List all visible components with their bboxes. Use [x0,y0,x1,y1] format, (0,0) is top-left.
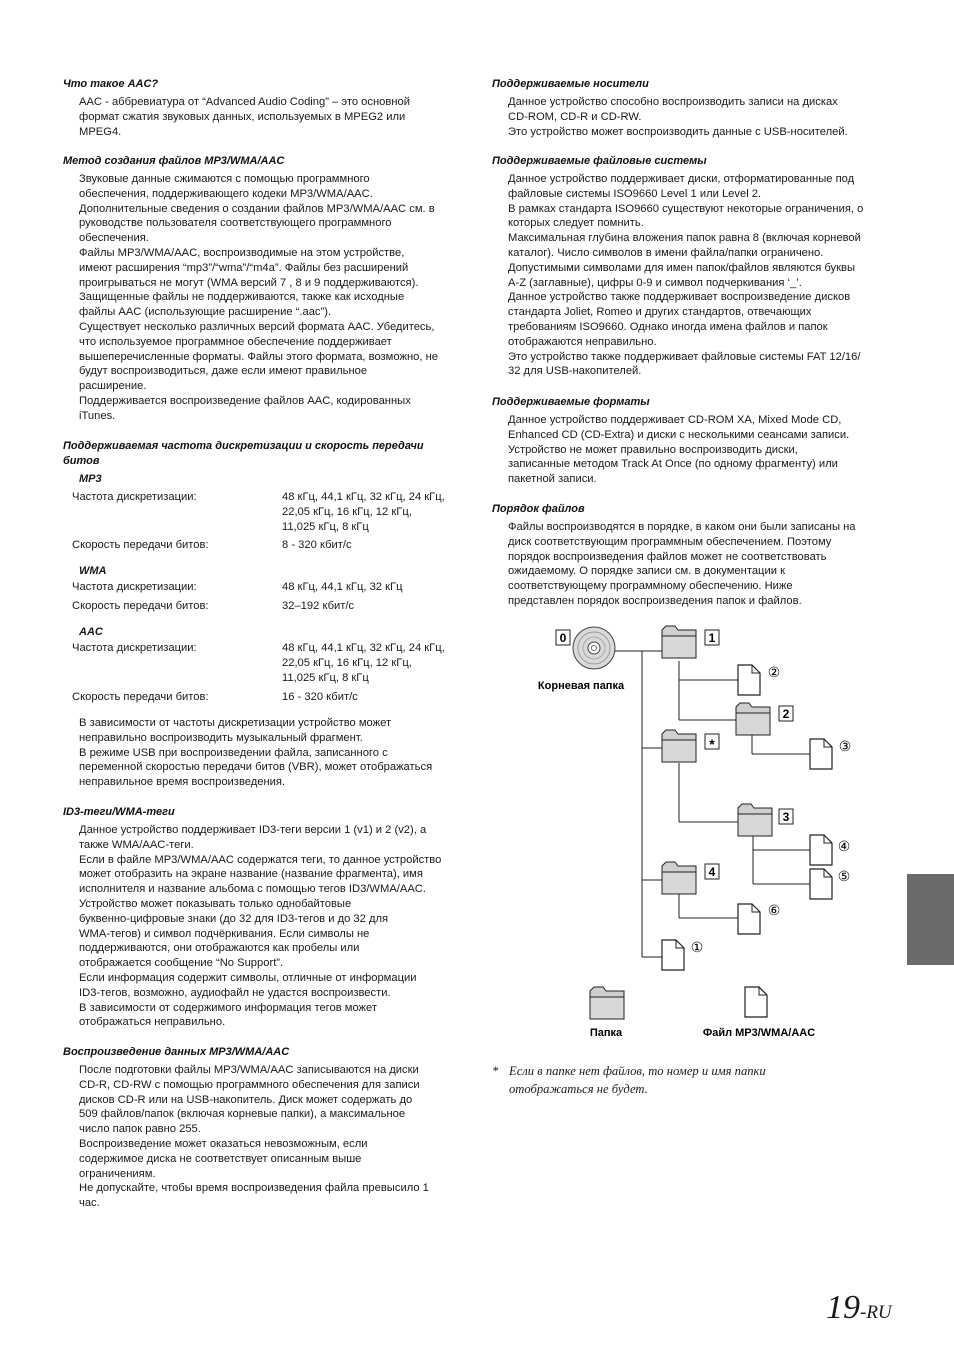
rate-value-line: 48 кГц, 44,1 кГц, 32 кГц, 24 кГц, [282,642,445,654]
media-line: CD-ROM, CD-R и CD-RW. [508,110,642,123]
label-2: 2 [782,707,790,721]
page-language-suffix: -RU [860,1302,892,1323]
file-icon [810,739,832,769]
rate-note-line: переменной скоростью передачи битов (VBR), может отображаться [79,761,433,774]
method-line: iTunes. [79,409,116,422]
cd-disc-icon [573,627,615,669]
id3-line: Устройство может показывать только однобайтовые [79,897,352,910]
formats-line: пакетной записи. [508,473,597,486]
method-line: Поддерживается воспроизведение файлов AAC, кодированных [79,394,411,407]
aac-bitrate-value: 16 - 320 кбит/с [282,691,358,703]
play-line: дисков CD-R или на USB-накопитель. Диск может содержать до [79,1093,413,1106]
fs-line: стандарта Joliet, Romeo и других стандартов, отвечающих [508,306,812,319]
tree-lines [613,651,810,957]
method-line: Звуковые данные сжимаются с помощью программного [79,173,370,185]
bitrate-label: Скорость передачи битов: [72,691,209,703]
order-paragraph [508,520,856,609]
rate-heading-line2: битов [63,455,100,467]
play-line: содержимое диска не соответствует описанным выше [79,1152,362,1165]
method-line: будут воспроизводиться, даже если имеют правильное [79,365,368,378]
footnote-text [509,1063,766,1098]
file-number-1: ① [690,939,704,955]
media-paragraph [508,95,848,139]
order-line: Файлы воспроизводятся в порядке, в каком они были записаны на [508,521,856,533]
formats-line: Данное устройство поддерживает CD-ROM XA, Mixed Mode CD, [508,414,842,426]
id3-line: Если информация содержит символы, отличные от информации [79,971,417,984]
order-line: порядок воспроизведения файлов может не соответствовать [508,550,827,563]
formats-line: Enhanced CD (CD-Extra) и диски с несколькими сеансами записи. [508,428,850,441]
folder-legend-icon [590,987,624,1019]
id3-line: исполнителя и название альбома с помощью тегов ID3/WMA/AAC. [79,883,426,896]
id3-paragraph [79,823,441,1030]
file-icon [662,940,684,970]
fs-line: требованиям ISO9660. Однако иногда имена файлов и папок [508,320,828,333]
id3-line: Если в файле MP3/WMA/AAC содержатся теги, то данное устройство [79,853,442,866]
mp3-bitrate-value: 8 - 320 кбит/с [282,539,352,551]
file-icon [738,665,760,695]
method-line: Файлы MP3/WMA/AAC, воспроизводимые на этом устройстве, [79,246,405,259]
formats-line: Устройство не может правильно воспроизводить диски, [508,443,798,456]
fs-line: Данное устройство также поддерживает воспроизведение дисков [508,291,851,304]
formats-paragraph [508,413,849,487]
rate-value-line: 11,025 кГц, 8 кГц [282,671,369,684]
fs-line: Это устройство также поддерживает файловые системы FAT 12/16/ [508,350,861,363]
file-icon [810,869,832,899]
id3-line: поддерживаются, они отображаются как пробелы или [79,942,360,955]
rate-note-line: неправильно воспроизводить музыкальный фрагмент. [79,731,363,744]
rate-value-line: 48 кГц, 44,1 кГц, 32 кГц [282,581,403,593]
method-line: обеспечения. [79,232,149,245]
fs-heading: Поддерживаемые файловые системы [492,155,707,167]
order-line: диск соответствующим программным обеспечением. Поэтому [508,535,832,548]
footnote-line: отображаться не будет. [509,1081,648,1096]
folder-icon [662,626,696,658]
folder-tree-diagram [537,615,852,1045]
wma-rate-values [282,580,403,595]
bitrate-label: Скорость передачи битов: [72,539,209,551]
root-folder-label: Корневая папка [537,680,625,692]
rate-note-line: В режиме USB при воспроизведении файла, записанного с [79,746,388,759]
order-line: ожидаемому. О порядке записи см. в документации к [508,565,785,578]
rate-note-line: неправильное время воспроизведения. [79,776,286,789]
file-number-2: ② [767,664,781,680]
bitrate-label: Скорость передачи битов: [72,600,209,612]
aac-paragraph [79,95,410,139]
rate-label: Частота дискретизации: [72,491,197,503]
label-3: 3 [782,810,790,824]
media-line: Данное устройство способно воспроизводить записи на дисках [508,96,838,108]
file-number-3: ③ [838,738,852,754]
file-icon [810,835,832,865]
id3-line: также WMA/AAC-теги. [79,838,194,851]
method-line: проигрываться не могут (WMA версий 7 , 8 и 9 поддерживаются). [79,276,419,289]
method-line: вышеперечисленные форматы. Файлы этого формата, возможно, не [79,350,438,363]
id3-line: буквенно-цифровые знаки (до 32 для ID3-тегов и до 32 для [79,912,389,925]
id3-line: отображаться неправильно. [79,1016,226,1029]
aac-rate-values [282,641,445,685]
aac-heading: Что такое AAC? [63,78,159,90]
label-4: 4 [708,865,716,879]
aac-subheading: AAC [79,626,103,638]
id3-line: ID3-тегов, возможно, аудиофайл не удастся воспроизвести. [79,986,391,999]
media-line: Это устройство может воспроизводить данные с USB-носителей. [508,125,848,138]
play-paragraph [79,1063,429,1211]
label-star: * [709,736,715,752]
id3-heading: ID3-теги/WMA-теги [63,806,175,818]
id3-line: отображается сообщение “No Support”. [79,957,284,970]
method-line: руководстве пользователя соответствующего программного [79,217,392,230]
page-number [826,1289,892,1327]
id3-line: WMA-тегов) и символ подчёркивания. Если символы не [79,927,370,940]
rate-value-line: 22,05 кГц, 16 кГц, 12 кГц, [282,656,412,669]
rate-value-line: 11,025 кГц, 8 кГц [282,520,369,533]
play-line: час. [79,1197,100,1210]
formats-line: записанные методом Track At Once (по одному фрагменту) или [508,458,838,471]
method-line: что используемое программное обеспечение поддерживает [79,335,392,348]
method-line: Дополнительные сведения о создании файлов MP3/WMA/AAC см. в [79,202,435,215]
folder-icon [662,730,696,762]
aac-line: AAC - аббревиатура от “Advanced Audio Coding” – это основной [79,96,410,108]
rate-value-line: 48 кГц, 44,1 кГц, 32 кГц, 24 кГц, [282,491,445,503]
fs-line: A-Z (заглавные), цифры 0-9 и символ подчеркивания ‘_’. [508,276,802,289]
method-line: обеспечения, поддерживающего кодеки MP3/WMA/AAC. [79,187,373,200]
folder-icon [662,862,696,894]
folder-icon [736,703,770,735]
footnote-star: * [492,1064,499,1078]
play-line: ограничениям. [79,1167,156,1180]
file-number-5: ⑤ [837,868,851,884]
aac-line: MPEG4. [79,125,122,138]
rate-note-line: В зависимости от частоты дискретизации устройство может [79,717,392,729]
section-tab-marker [907,874,954,965]
fs-line: которых следует помнить. [508,217,644,230]
fs-line: отображаются неправильно. [508,335,657,348]
order-line: представлен порядок воспроизведения папок и файлов. [508,594,802,607]
file-legend-label: Файл MP3/WMA/AAC [702,1027,816,1039]
file-legend-icon [745,987,767,1017]
folder-legend-label: Папка [589,1027,623,1039]
file-icon [738,904,760,934]
fs-line: 32 для USB-накопителей. [508,365,642,378]
fs-line: Данное устройство поддерживает диски, отформатированные под [508,173,855,185]
mp3-rate-values [282,490,445,534]
rate-value-line: 22,05 кГц, 16 кГц, 12 кГц, [282,505,412,518]
fs-line: В рамках стандарта ISO9660 существуют некоторые ограничения, о [508,202,864,215]
rate-label: Частота дискретизации: [72,581,197,593]
rate-label: Частота дискретизации: [72,642,197,654]
method-line: расширение. [79,380,147,393]
folder-icon [738,804,772,836]
fs-line: каталог). Число символов в имени файла/папки ограничено. [508,246,824,259]
method-line: файлы AAC (использующие расширение “.aac”). [79,306,332,319]
fs-paragraph [508,172,863,379]
method-line: имеют расширения “mp3”/“wma”/“m4a”. Файлы без расширений [79,261,409,274]
play-heading: Воспроизведение данных MP3/WMA/AAC [63,1046,290,1058]
play-line: Воспроизведение может оказаться невозможным, если [79,1137,368,1150]
label-0: 0 [559,631,567,645]
file-number-4: ④ [837,838,851,854]
mp3-subheading: MP3 [79,473,102,485]
id3-line: В зависимости от содержимого информация тегов может [79,1001,378,1014]
method-line: Защищенные файлы не поддерживаются, также как исходные [79,291,405,304]
id3-line: может отобразить на экране название (название фрагмента), имя [79,868,423,881]
label-1: 1 [708,631,716,645]
wma-bitrate-value: 32–192 кбит/с [282,600,355,612]
aac-line: формат сжатия звуковых данных, используемых в MPEG2 или [79,110,406,123]
play-line: 509 файлов/папок (включая корневые папки), а максимальное [79,1108,406,1121]
media-heading: Поддерживаемые носители [492,78,649,90]
fs-line: Допустимыми символами для имен папок/файлов являются буквы [508,261,856,274]
file-number-6: ⑥ [767,902,781,918]
fs-line: файловые системы ISO9660 Level 1 или Level 2. [508,187,762,200]
play-line: число папок равно 255. [79,1123,201,1136]
play-line: Не допускайте, чтобы время воспроизведения файла превысило 1 [79,1182,429,1195]
wma-subheading: WMA [79,565,107,577]
rate-note-paragraph [79,716,432,790]
id3-line: Данное устройство поддерживает ID3-теги версии 1 (v1) и 2 (v2), а [79,824,427,836]
method-line: Существует несколько различных версий формата AAC. Убедитесь, [79,320,435,333]
rate-heading-line1: Поддерживаемая частота дискретизации и скорость передачи [63,440,424,452]
page-number-value: 19 [826,1289,860,1326]
footnote-line: Если в папке нет файлов, то номер и имя папки [509,1064,766,1078]
formats-heading: Поддерживаемые форматы [492,396,650,408]
play-line: После подготовки файлы MP3/WMA/AAC записываются на диски [79,1064,419,1076]
fs-line: Максимальная глубина вложения папок равна 8 (включая корневой [508,232,861,245]
order-heading: Порядок файлов [492,503,585,515]
order-line: соответствующему программному обеспечению. Ниже [508,580,793,593]
method-paragraph [79,172,438,424]
play-line: CD-R, CD-RW с помощью программного обеспечения для записи [79,1078,420,1091]
method-heading: Метод создания файлов MP3/WMA/AAC [63,155,285,167]
